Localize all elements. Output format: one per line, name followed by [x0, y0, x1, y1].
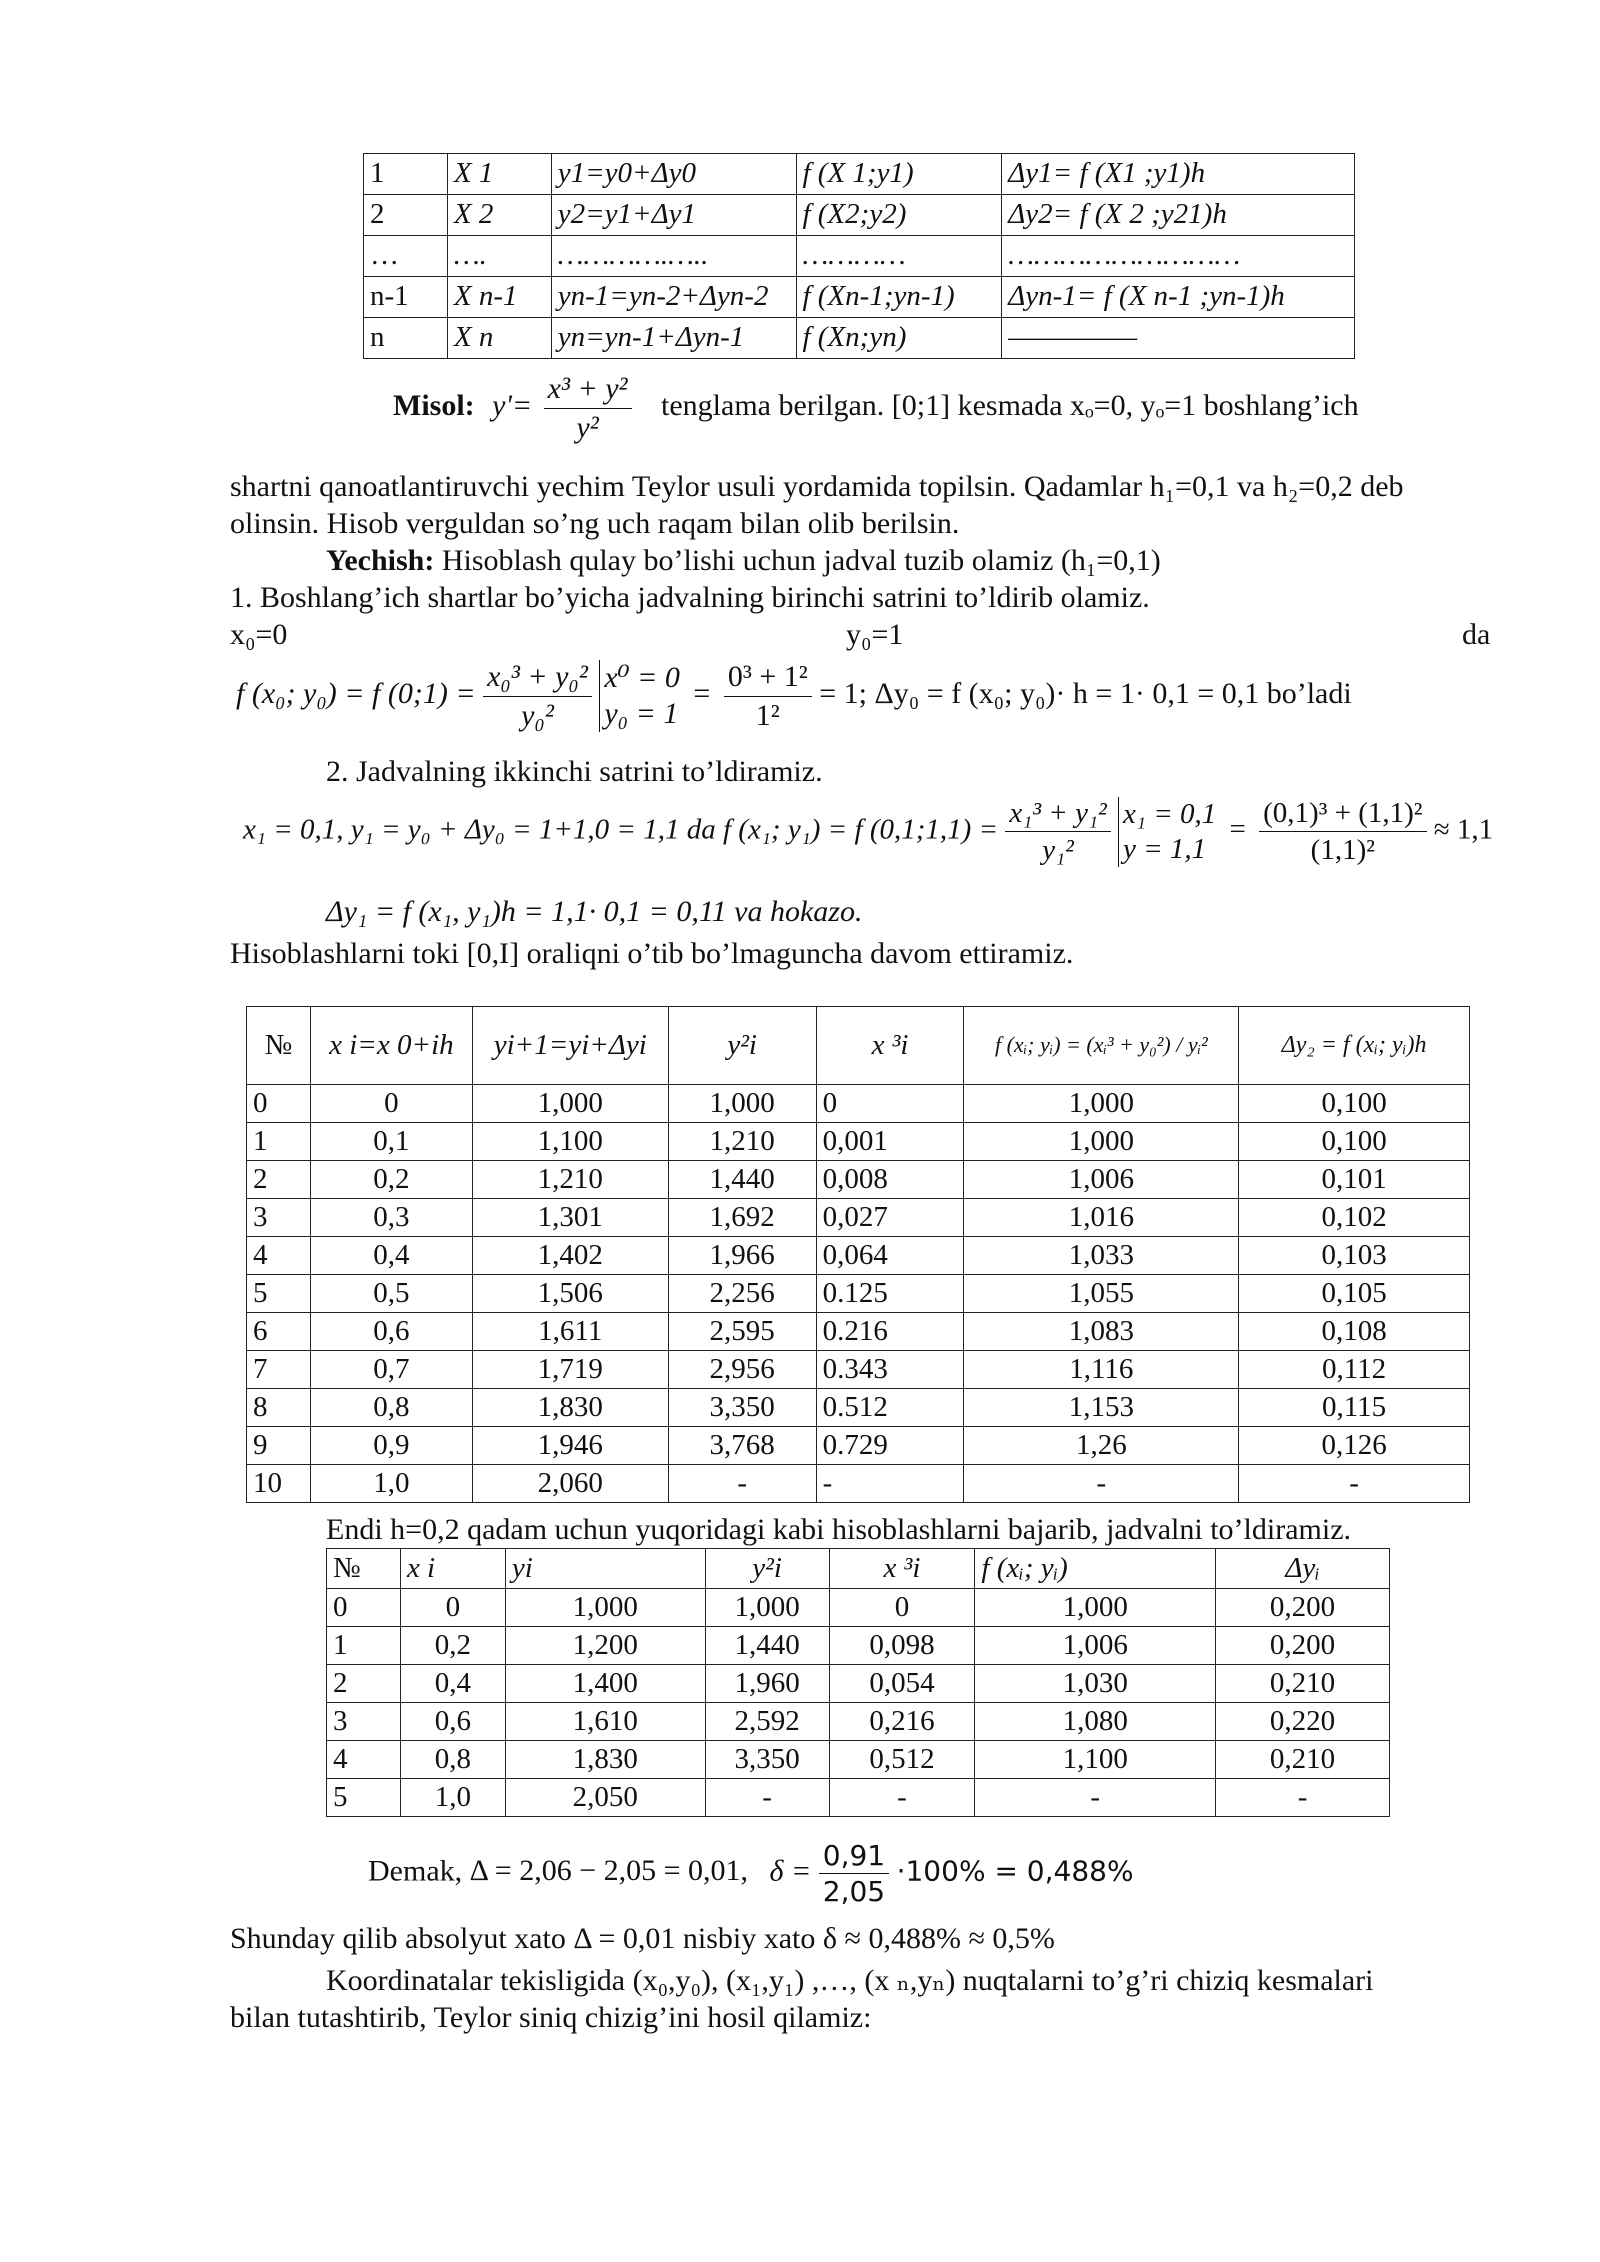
table-cell: 0 [400, 1589, 505, 1627]
table-cell: 1,0 [400, 1779, 505, 1817]
t2-header-yi2: y²i [705, 1549, 829, 1589]
formula-2-rest: ≈ 1,1 [1433, 813, 1494, 846]
table-cell: 2 [247, 1161, 311, 1199]
yechish-text: Hisoblash qulay bo’lishi uchun jadval tuzib olamiz (h₁=0,1) [441, 544, 1161, 577]
table-cell: 0,112 [1239, 1351, 1470, 1389]
table-cell: 0,108 [1239, 1313, 1470, 1351]
formula-1-cond-1: x⁰ = 0 [604, 661, 680, 694]
table-cell: 0,5 [310, 1275, 472, 1313]
table-cell: 2,050 [505, 1779, 705, 1817]
t1-header-f: f (xᵢ; yᵢ) = (xᵢ³ + y₀²) / yᵢ² [964, 1007, 1239, 1085]
table-cell: 3,350 [668, 1389, 816, 1427]
table-cell: 1 [327, 1627, 401, 1665]
table-cell: 0 [327, 1589, 401, 1627]
table-cell: 2,595 [668, 1313, 816, 1351]
table-cell: 0,008 [816, 1161, 964, 1199]
misol-label: Misol: [393, 388, 475, 422]
table-row [327, 1627, 1390, 1665]
table-cell: n-1 [364, 277, 448, 318]
table-cell: 1,301 [472, 1199, 668, 1237]
delta-numerator: 0,91 [819, 1838, 889, 1874]
table-row [327, 1589, 1390, 1627]
table-cell: 0 [816, 1085, 964, 1123]
table-cell: - [964, 1465, 1239, 1503]
table-row [364, 195, 1355, 236]
koord-line-2: bilan tutashtirib, Teylor siniq chizig’ini hosil qilamiz: [230, 2001, 872, 2034]
table-cell: 1,153 [964, 1389, 1239, 1427]
table-cell: 1,210 [668, 1123, 816, 1161]
table-cell: y2=y1+Δy1 [551, 195, 796, 236]
table-cell: 3 [247, 1199, 311, 1237]
table-cell: 0,103 [1239, 1237, 1470, 1275]
step-1: 1. Boshlang’ich shartlar bo’yicha jadvalning birinchi satrini to’ldirib olamiz. [230, 581, 1150, 614]
table-cell: - [975, 1779, 1216, 1817]
table-cell: 1,26 [964, 1427, 1239, 1465]
table-cell: 1,000 [505, 1589, 705, 1627]
formula-1 [236, 658, 1352, 734]
table-row [247, 1199, 1470, 1237]
results-table-h2-head [327, 1549, 1390, 1589]
condition-line-2: shartni qanoatlantiruvchi yechim Teylor usuli yordamida topilsin. Qadamlar h₁=0,1 va h₂=0,2 deb [230, 470, 1404, 503]
table-cell: 0.729 [816, 1427, 964, 1465]
table-cell: 0,6 [310, 1313, 472, 1351]
demak-line [368, 1838, 1134, 1909]
scheme-table [363, 153, 1355, 359]
table-cell: f (Xn;yn) [796, 318, 1002, 359]
table-cell: 5 [247, 1275, 311, 1313]
table-cell: 0,4 [310, 1237, 472, 1275]
demak-expr: Δ = 2,06 − 2,05 = 0,01, [469, 1854, 749, 1888]
table-row [247, 1351, 1470, 1389]
table-cell: 1,0 [310, 1465, 472, 1503]
formula-1-denominator-2: 1² [755, 698, 780, 732]
table-cell: Δyn-1= f (X n-1 ;yn-1)h [1002, 277, 1355, 318]
table-cell: 1,610 [505, 1703, 705, 1741]
formula-2-cond-1: x₁ = 0,1 [1122, 797, 1217, 830]
koord-line-1: Koordinatalar tekisligida (x₀,y₀), (x₁,y₁) ,…, (x ₙ,yₙ) nuqtalarni to’g’ri chiziq kesmalari [326, 1964, 1374, 1997]
t1-header-num: № [247, 1007, 311, 1085]
table-cell: - [816, 1465, 964, 1503]
table-row [327, 1703, 1390, 1741]
formula-2-eq: = [1229, 813, 1246, 846]
t2-header-xi: x i [400, 1549, 505, 1589]
formula-2-numerator: x₁³ + y₁² [1005, 795, 1110, 832]
table-cell: 0,8 [400, 1741, 505, 1779]
table-row [247, 1123, 1470, 1161]
t2-header-xi3: x ³i [829, 1549, 975, 1589]
table-cell: 3 [327, 1703, 401, 1741]
table-cell: 1,083 [964, 1313, 1239, 1351]
formula-1-numerator-2: 0³ + 1² [724, 658, 812, 697]
delta-lhs: δ = [769, 1854, 812, 1888]
formula-1-denominator: y₀² [521, 698, 554, 732]
table-row [247, 1085, 1470, 1123]
t1-header-yi: yi+1=yi+Δyi [472, 1007, 668, 1085]
formula-2-fraction [1005, 795, 1110, 869]
table-cell: - [1239, 1465, 1470, 1503]
table-cell: 1,006 [975, 1627, 1216, 1665]
table-cell: 0,098 [829, 1627, 975, 1665]
formula-1-conditions [599, 660, 680, 732]
t2-header-num: № [327, 1549, 401, 1589]
table-cell: 1,055 [964, 1275, 1239, 1313]
table-cell: 1,000 [472, 1085, 668, 1123]
results-table-h2 [326, 1548, 1390, 1817]
table-row [247, 1161, 1470, 1199]
table-cell: 0.125 [816, 1275, 964, 1313]
table-cell: 0,7 [310, 1351, 472, 1389]
misol-numerator: x³ + y² [544, 370, 632, 409]
table-row [327, 1665, 1390, 1703]
formula-2-numerator-2: (0,1)³ + (1,1)² [1259, 795, 1426, 832]
formula-1-lhs: f (x₀; y₀) = f (0;1) = [236, 676, 476, 710]
table-cell: yn=yn-1+Δyn-1 [551, 318, 796, 359]
formula-2-cond-2: y = 1,1 [1122, 832, 1207, 865]
table-cell: 0,512 [829, 1741, 975, 1779]
results-table-h1 [246, 1006, 1470, 1503]
table-cell: 1,000 [964, 1085, 1239, 1123]
condition-line-3: olinsin. Hisob verguldan so’ng uch raqam bilan olib berilsin. [230, 507, 960, 540]
table-cell: 2,956 [668, 1351, 816, 1389]
misol-fraction [544, 370, 632, 446]
misol-lhs: y'= [492, 388, 533, 422]
table-cell: 1,006 [964, 1161, 1239, 1199]
table-cell: 1,440 [705, 1627, 829, 1665]
formula-2 [243, 795, 1493, 869]
shunday-line: Shunday qilib absolyut xato Δ = 0,01 nisbiy xato δ ≈ 0,488% ≈ 0,5% [230, 1922, 1055, 1955]
table-cell: 0,001 [816, 1123, 964, 1161]
table-cell: ————— [1002, 318, 1355, 359]
table-row [327, 1779, 1390, 1817]
table-cell: 0 [829, 1589, 975, 1627]
table-cell: … [364, 236, 448, 277]
table-cell: 0,027 [816, 1199, 964, 1237]
table-cell: 0,200 [1216, 1627, 1390, 1665]
yechish-line [326, 542, 1161, 580]
table-cell: 1 [364, 154, 448, 195]
table-cell: - [705, 1779, 829, 1817]
table-row [247, 1313, 1470, 1351]
table-cell: 1,506 [472, 1275, 668, 1313]
table-cell: f (X 1;y1) [796, 154, 1002, 195]
table-cell: X n [447, 318, 551, 359]
table-cell: 1,200 [505, 1627, 705, 1665]
table-cell: 0,2 [310, 1161, 472, 1199]
table-cell: 1,100 [472, 1123, 668, 1161]
table-cell: 2 [364, 195, 448, 236]
table-cell: 0,126 [1239, 1427, 1470, 1465]
table-cell: 0,4 [400, 1665, 505, 1703]
table-cell: Δy2= f (X 2 ;y21)h [1002, 195, 1355, 236]
results-table-h1-body [247, 1085, 1470, 1503]
formula-1-eq: = [693, 676, 711, 710]
t2-header-yi: yi [505, 1549, 705, 1589]
formula-1-rest: = 1; Δy₀ = f (x₀; y₀)· h = 1· 0,1 = 0,1 bo’ladi [819, 676, 1352, 710]
t1-header-yi2: y²i [668, 1007, 816, 1085]
misol-rest: tenglama berilgan. [0;1] kesmada xₒ=0, yₒ=1 boshlang’ich [661, 388, 1359, 422]
table-cell: ………….….. [551, 236, 796, 277]
table-cell: 1,830 [472, 1389, 668, 1427]
table-cell: 1,719 [472, 1351, 668, 1389]
table-cell: 1,000 [705, 1589, 829, 1627]
table-cell: 2 [327, 1665, 401, 1703]
table-cell: 3,768 [668, 1427, 816, 1465]
delta-y1-line: Δy₁ = f (x₁, y₁)h = 1,1· 0,1 = 0,11 va hokazo. [326, 895, 863, 928]
continue-line: Hisoblashlarni toki [0,I] oraliqni o’tib bo’lmaguncha davom ettiramiz. [230, 937, 1074, 970]
formula-1-cond-2: y₀ = 1 [604, 697, 679, 730]
table-cell: 0 [247, 1085, 311, 1123]
formula-1-fraction-2 [724, 658, 812, 734]
table-cell: 1,440 [668, 1161, 816, 1199]
formula-2-denominator: y₁² [1042, 834, 1074, 867]
table-cell: 0,216 [829, 1703, 975, 1741]
table-cell: - [1216, 1779, 1390, 1817]
table-cell: 1,030 [975, 1665, 1216, 1703]
table-cell: 1,000 [975, 1589, 1216, 1627]
results-table-h1-head [247, 1007, 1470, 1085]
table-cell: 2,060 [472, 1465, 668, 1503]
table-cell: 1,402 [472, 1237, 668, 1275]
table-cell: 0,100 [1239, 1085, 1470, 1123]
table-cell: 0,200 [1216, 1589, 1390, 1627]
table-cell: 1,400 [505, 1665, 705, 1703]
table-cell: 0,3 [310, 1199, 472, 1237]
t2-header-f: f (xᵢ; yᵢ) [975, 1549, 1216, 1589]
misol-line [393, 370, 1359, 446]
table-cell: ………… [796, 236, 1002, 277]
table-cell: 4 [327, 1741, 401, 1779]
table-cell: yn-1=yn-2+Δyn-2 [551, 277, 796, 318]
delta-rest: ·100% = 0,488% [896, 1854, 1134, 1888]
formula-2-fraction-2 [1259, 795, 1426, 869]
t1-header-xi: x i=x 0+ih [310, 1007, 472, 1085]
table-row [364, 236, 1355, 277]
table-cell: 1,000 [668, 1085, 816, 1123]
table-cell: 0 [310, 1085, 472, 1123]
table-cell: 1,830 [505, 1741, 705, 1779]
table-cell: 4 [247, 1237, 311, 1275]
table-cell: 1,080 [975, 1703, 1216, 1741]
table-cell: 1 [247, 1123, 311, 1161]
table-cell: 0.343 [816, 1351, 964, 1389]
table-cell: 0,2 [400, 1627, 505, 1665]
table-row [364, 277, 1355, 318]
yechish-label: Yechish: [326, 544, 435, 577]
table-cell: y1=y0+Δy0 [551, 154, 796, 195]
formula-2-lhs: x₁ = 0,1, y₁ = y₀ + Δy₀ = 1+1,0 = 1,1 da f (x₁; y₁) = f (0,1;1,1) = [243, 813, 999, 846]
table-cell: 0,210 [1216, 1741, 1390, 1779]
table-row [364, 154, 1355, 195]
table-cell: Δy1= f (X1 ;y1)h [1002, 154, 1355, 195]
table-cell: 0.216 [816, 1313, 964, 1351]
formula-2-denominator-2: (1,1)² [1310, 834, 1375, 867]
table-cell: X 1 [447, 154, 551, 195]
table-row [247, 1389, 1470, 1427]
table-cell: 0,101 [1239, 1161, 1470, 1199]
demak-label: Demak, [368, 1854, 463, 1888]
table-row [247, 1465, 1470, 1503]
x0-label: x₀=0 [230, 618, 288, 651]
table-cell: 1,611 [472, 1313, 668, 1351]
y0-label: y₀=1 [846, 618, 904, 651]
table-cell: 0.512 [816, 1389, 964, 1427]
delta-denominator: 2,05 [822, 1875, 886, 1908]
table-cell: 0,054 [829, 1665, 975, 1703]
endi-line: Endi h=0,2 qadam uchun yuqoridagi kabi hisoblashlarni bajarib, jadvalni to’ldiramiz. [326, 1513, 1352, 1546]
table-cell: 0,105 [1239, 1275, 1470, 1313]
table-cell: 1,946 [472, 1427, 668, 1465]
table-cell: 5 [327, 1779, 401, 1817]
table-cell: 1,692 [668, 1199, 816, 1237]
table-cell: 6 [247, 1313, 311, 1351]
table-cell: 0,064 [816, 1237, 964, 1275]
table-cell: 0,220 [1216, 1703, 1390, 1741]
t1-header-dy: Δy₂ = f (xᵢ; yᵢ)h [1239, 1007, 1470, 1085]
table-cell: 1,016 [964, 1199, 1239, 1237]
table-cell: 9 [247, 1427, 311, 1465]
table-cell: 0,9 [310, 1427, 472, 1465]
table-cell: 0,115 [1239, 1389, 1470, 1427]
table-cell: f (Xn-1;yn-1) [796, 277, 1002, 318]
table-row [247, 1427, 1470, 1465]
table-cell: 10 [247, 1465, 311, 1503]
formula-1-fraction [483, 658, 592, 734]
table-cell: …. [447, 236, 551, 277]
table-cell: n [364, 318, 448, 359]
step-2: 2. Jadvalning ikkinchi satrini to’ldiramiz. [326, 755, 823, 788]
table-cell: X 2 [447, 195, 551, 236]
formula-1-numerator: x₀³ + y₀² [483, 658, 592, 697]
table-cell: 0,102 [1239, 1199, 1470, 1237]
table-cell: - [668, 1465, 816, 1503]
formula-2-conditions [1118, 797, 1216, 867]
table-cell: 1,966 [668, 1237, 816, 1275]
table-cell: 1,116 [964, 1351, 1239, 1389]
table-cell: 0,210 [1216, 1665, 1390, 1703]
table-cell: 2,256 [668, 1275, 816, 1313]
t2-header-dy: Δyᵢ [1216, 1549, 1390, 1589]
misol-denominator: y² [576, 410, 599, 444]
table-cell: 1,100 [975, 1741, 1216, 1779]
results-table-h2-body [327, 1589, 1390, 1817]
table-cell: 0,8 [310, 1389, 472, 1427]
table-cell: - [829, 1779, 975, 1817]
table-cell: 1,960 [705, 1665, 829, 1703]
table-cell: f (X2;y2) [796, 195, 1002, 236]
table-row [247, 1237, 1470, 1275]
delta-fraction [819, 1838, 889, 1909]
table-cell: 1,000 [964, 1123, 1239, 1161]
table-cell: X n-1 [447, 277, 551, 318]
table-cell: 7 [247, 1351, 311, 1389]
table-cell: ……………………… [1002, 236, 1355, 277]
table-row [327, 1741, 1390, 1779]
table-cell: 1,033 [964, 1237, 1239, 1275]
table-cell: 3,350 [705, 1741, 829, 1779]
da-label: da [1462, 618, 1491, 651]
table-cell: 1,210 [472, 1161, 668, 1199]
t1-header-xi3: x ³i [816, 1007, 964, 1085]
table-cell: 8 [247, 1389, 311, 1427]
table-row [364, 318, 1355, 359]
scheme-table-body [364, 154, 1355, 359]
table-cell: 0,1 [310, 1123, 472, 1161]
table-row [247, 1275, 1470, 1313]
table-cell: 0,6 [400, 1703, 505, 1741]
table-cell: 2,592 [705, 1703, 829, 1741]
table-cell: 0,100 [1239, 1123, 1470, 1161]
